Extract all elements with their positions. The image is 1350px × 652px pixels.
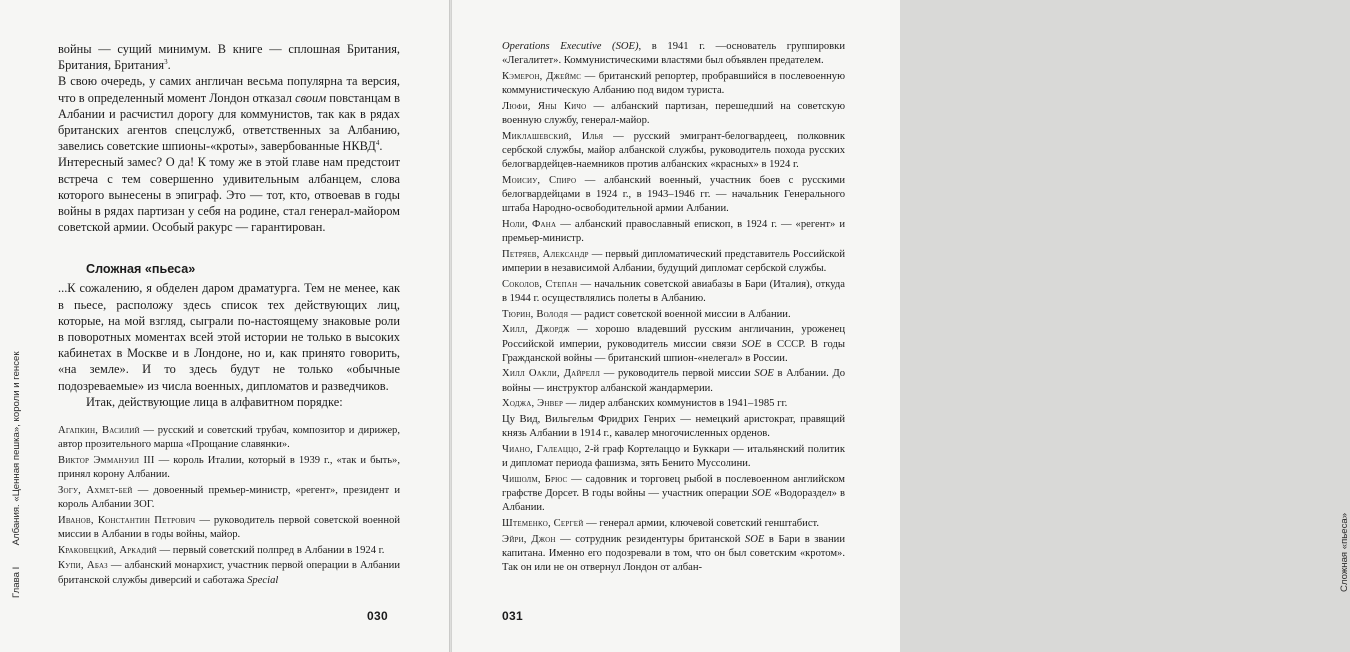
list-item: Кэмерон, Джеймс — британский репортер, пробравшийся в послевоенную коммунистическую Албанию под видом туриста. [502,70,845,97]
list-item: Чишолм, Брюс — садовник и торговец рыбой в послевоенном английском графстве Дорсет. В годы войны — участник операции SOE «Водораздел» в Албании. [502,473,846,514]
left-page [0,0,449,652]
list-item: Штеменко, Сергей — генерал армии, ключевой советский генштабист. [502,518,820,529]
cast-list [58,424,400,588]
list-item: Ноли, Фана — албанский православный епископ, в 1924 г. — «регент» и премьер-министр. [502,218,845,245]
list-item: Краковецкий, Аркадий — первый советский полпред в Албании в 1924 г. [58,544,385,556]
running-head: Глава I Албания. «Ценная пешка», короли и генсек [11,351,22,598]
section-heading: Сложная «пьеса» [86,262,196,277]
left-column [58,41,400,589]
list-item: Чиано, Галеаццо, 2-й граф Кортелаццо и Буккари — итальянский политик и дипломат периода фашизма, зять Бенито Муссолини. [502,443,845,470]
right-page [452,0,1350,652]
paragraph: Интересный замес? О да! К тому же в этой главе нам предстоит встреча с тем совершенно удивительным албанцем, слова которого вынесены в эпиграф. Это — тот, кто, отвоевав в годы войны в рядах партизан у себя на родине, стал генерал-майором советской армии. Особый ракурс — гарантирован. [58,155,400,235]
right-column [502,40,845,577]
running-head: Сложная «пьеса» [1339,512,1350,592]
list-item: Эйри, Джон — сотрудник резидентуры британской SOE в Бари в звании капитана. Именно его подозревали в том, что он был советским «кротом». Так он или не он отвернул Лондон от албан- [502,533,845,574]
list-item: Виктор Эммануил III — король Италии, который в 1939 г., «так и быть», принял корону Албании. [58,454,401,481]
footnote-ref[interactable]: 4 [375,139,380,148]
page-number: 030 [367,609,388,623]
list-item: Тюрин, Володя — радист советской военной миссии в Албании. [502,308,791,320]
list-item: Operations Executive (SOE), в 1941 г. —основатель группировки «Легалитет». Коммунистическими властями был объявлен предателем. [502,41,845,67]
list-item: Цу Вид, Вильгельм Фридрих Генрих — немецкий аристократ, правящий князь Албании в 1914 г., кавалер многочисленных орденов. [502,414,845,440]
footnote-ref[interactable]: 3 [164,58,168,67]
list-item: Соколов, Степан — начальник советской авиабазы в Бари (Италия), откуда в 1944 г. осуществлялись полеты в Албанию. [502,278,846,304]
paragraph: войны — сущий минимум. В книге — сплошная Британия, Британия, Британия$^3$. [58,42,400,73]
list-item: Хилл, Джордж — хорошо владевший русским англичанин, уроженец Российской империи, руководитель миссии связи SOE в СССР. В годы Гражданской войны — британский шпион-«нелегал» в России. [502,324,845,364]
list-item: Петряев, Александр — первый дипломатический представитель Российской империи в независимой Албании, будущий дипломат сербской службы. [502,248,845,275]
list-item: Иванов, Константин Петрович — руководитель первой советской военной миссии в Албании в годы войны, майор. [58,514,400,540]
list-item: Люфи, Яны Кичо — албанский партизан, перешедший на советскую военную службу, генерал-майор. [502,100,845,127]
paragraph: ...К сожалению, я обделен даром драматурга. Тем не менее, как в пьесе, расположу здесь список тех действующих лиц, которые, на мой взгляд, сыграли по-настоящему знаковые роли в поворотных моментах всей этой истории не только в высоких кабинетах в Москве и в Лондоне, но и, как принято говорить, «на земле». И то здесь будут не только «обычные подозреваемые» из числа военных, дипломатов и разведчиков. [58,281,400,393]
list-item: Зогу, Ахмет-бей — довоенный премьер-министр, «регент», президент и король Албании ЗОГ. [58,484,400,511]
list-item: Купи, Абаз — албанский монархист, участник первой операции в Албании британской службы диверсий и саботажа Special [58,560,400,586]
paragraph: Итак, действующие лица в алфавитном порядке: [86,394,343,409]
list-item: Моисиу, Спиро — албанский военный, участник боев с русскими белогвардейцами в 1924 г., в 1943–1946 гг. — начальник Генерального штаба Народно-освободительной армии Албании. [502,174,845,215]
page-number: 031 [502,609,523,623]
list-item: Миклашевский, Илья — русский эмигрант-белогвардеец, полковник сербской службы, майор албанской службы, руководитель похода русских белогвардейцев-наемников против албанских «красных» в 1924 г. [502,130,846,171]
list-item: Хилл Оакли, Дайрелл — руководитель первой миссии SOE в Албании. До войны — инструктор албанской жандармерии. [502,368,845,394]
list-item: Агапкин, Василий — русский и советский трубач, композитор и дирижер, автор прозительного марша «Прощание славянки». [58,425,400,451]
paragraph: В свою очередь, у самих англичан весьма популярна та версия, что в определенный момент Лондон отказал своим повстанцам в Албании и расчистил дорогу для коммунистов, так как в рядах британских агентов спецслужб, ответственных за Албанию, завелись советские шпионы-«кроты», завербованные НКВД$^4$. [58,74,400,154]
list-item: Ходжа, Энвер — лидер албанских коммунистов в 1941–1985 гг. [502,398,788,410]
